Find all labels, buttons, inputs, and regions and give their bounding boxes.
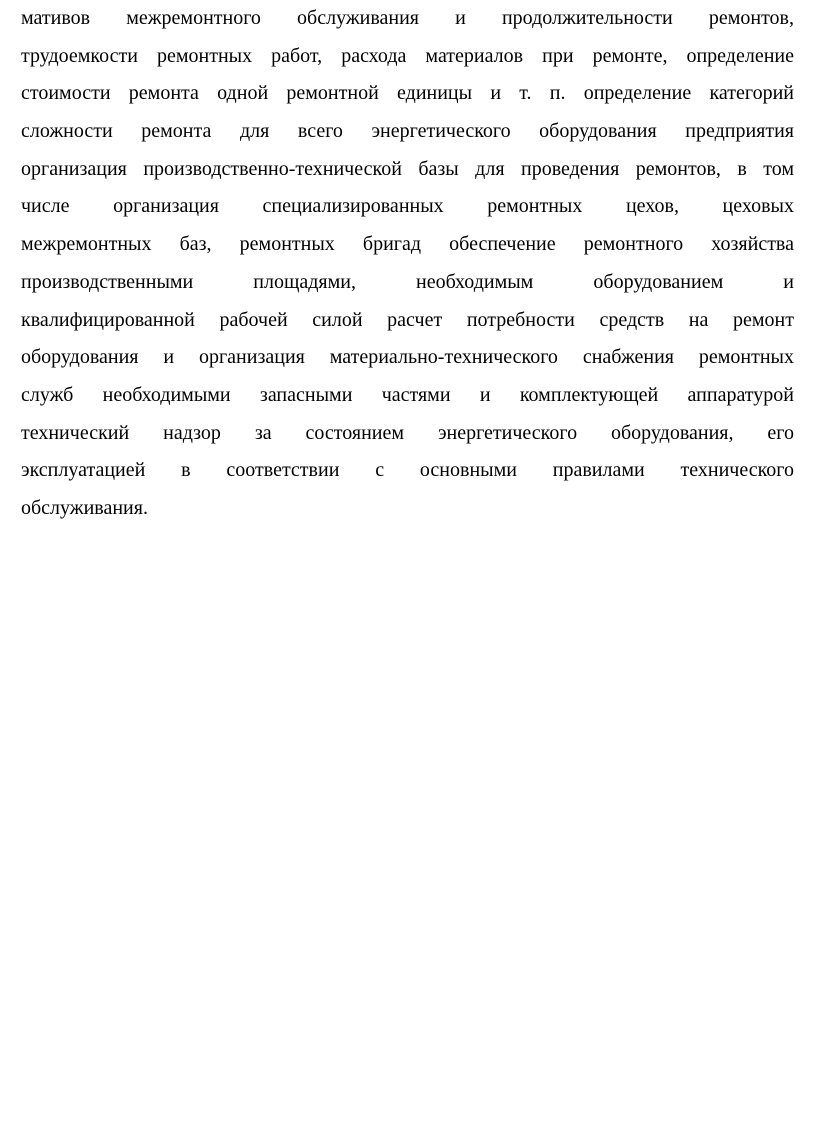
text-line: стоимости ремонта одной ремонтной единицы и т. п. определение категорий	[21, 82, 794, 105]
text-line: оборудования и организация материально-технического снабжения ремонтных	[21, 346, 794, 369]
text-line: технический надзор за состоянием энергетического оборудования, его	[21, 421, 794, 444]
text-line: служб необходимыми запасными частями и комплектующей аппаратурой	[21, 383, 794, 406]
text-line: трудоемкости ремонтных работ, расхода материалов при ремонте, определение	[21, 44, 794, 67]
body-paragraph	[21, 0, 794, 528]
text-line: мативов межремонтного обслуживания и продолжительности ремонтов,	[21, 7, 794, 29]
text-line: эксплуатацией в соответствии с основными правилами технического	[21, 459, 794, 482]
text-line: квалифицированной рабочей силой расчет потребности средств на ремонт	[21, 308, 794, 331]
text-line: обслуживания.	[21, 496, 148, 519]
text-line: межремонтных баз, ремонтных бригад обеспечение ремонтного хозяйства	[21, 233, 794, 256]
text-line: числе организация специализированных ремонтных цехов, цеховых	[21, 195, 794, 218]
text-line: производственными площадями, необходимым оборудованием и	[21, 270, 794, 293]
text-line: сложности ремонта для всего энергетического оборудования предприятия	[21, 120, 794, 143]
text-line: организация производственно-технической базы для проведения ремонтов, в том	[21, 157, 794, 180]
